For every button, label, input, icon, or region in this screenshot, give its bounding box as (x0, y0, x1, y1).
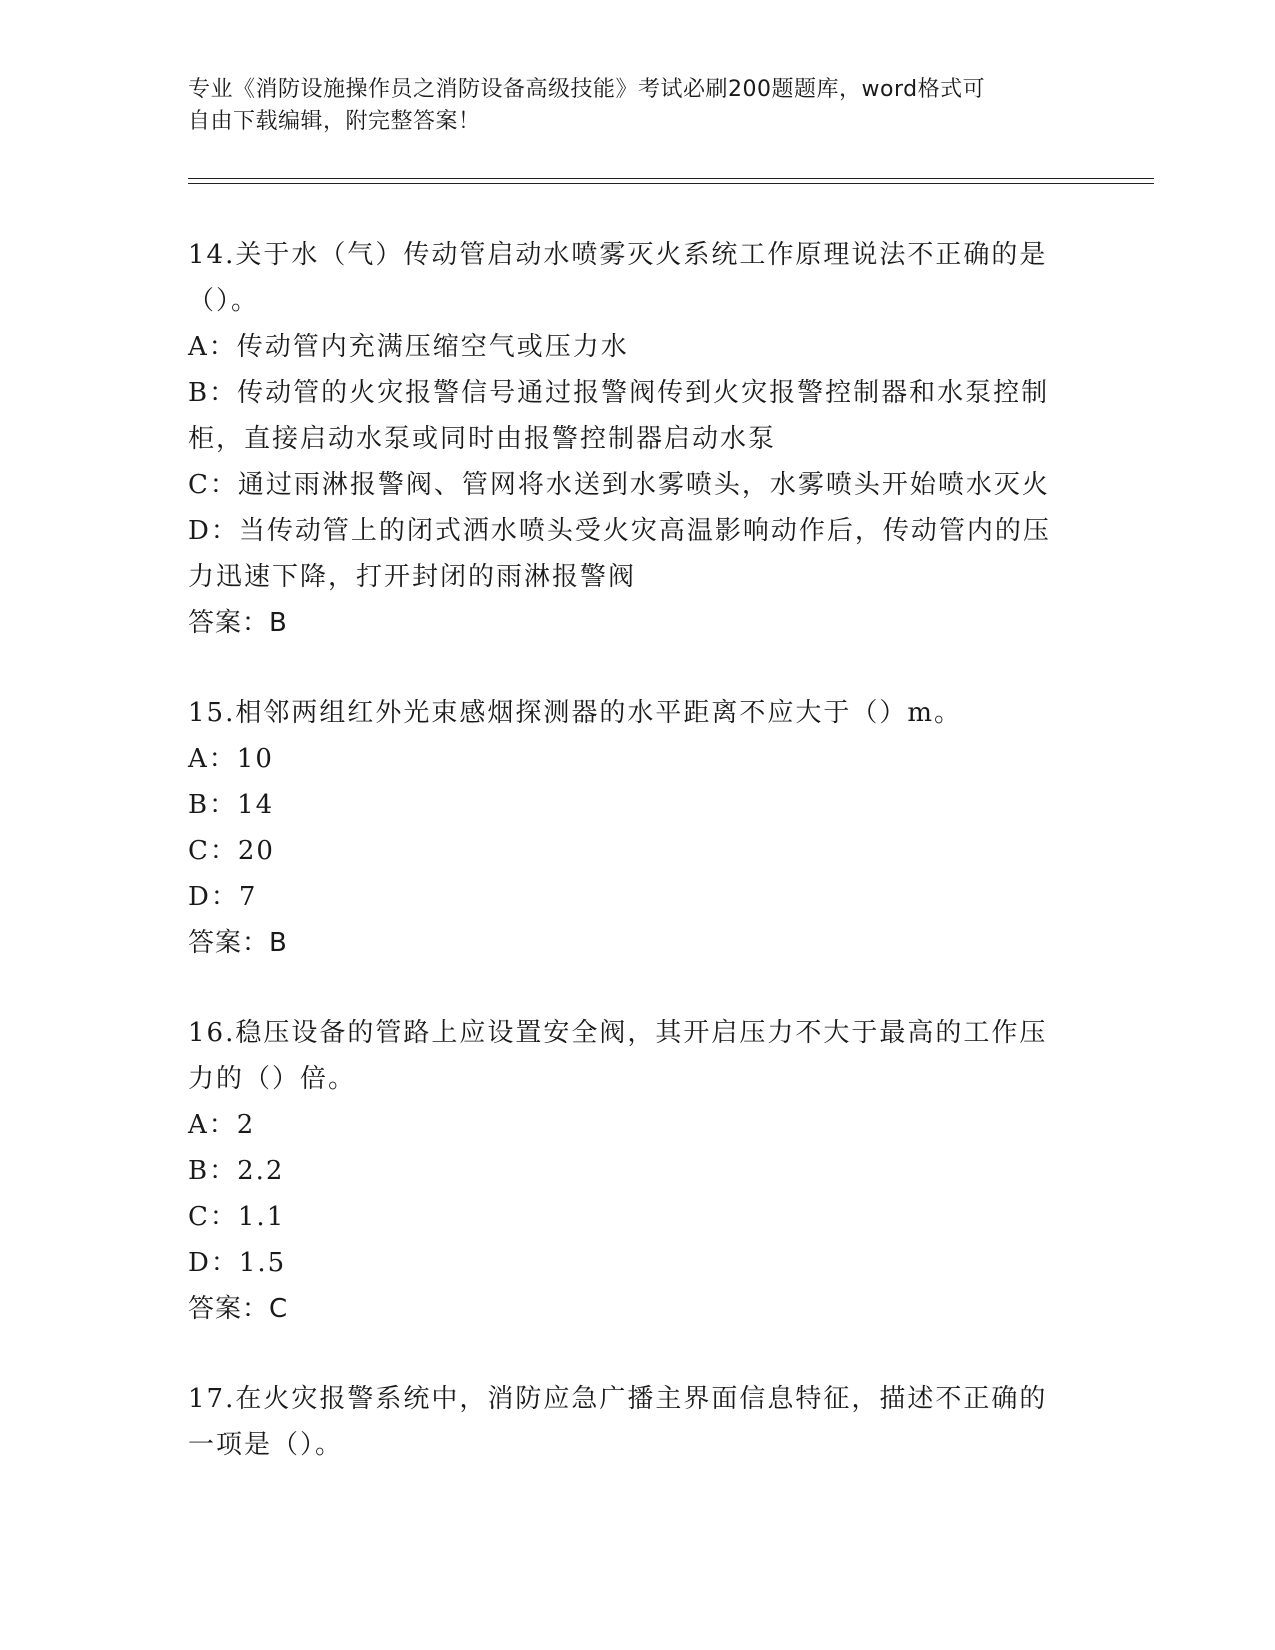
option-b-continued: 柜，直接启动水泵或同时由报警控制器启动水泵 (188, 424, 777, 454)
option-c: C：20 (188, 836, 275, 866)
option-d: D：1.5 (188, 1248, 287, 1278)
spacer (188, 966, 1088, 1010)
option-d-continued: 力迅速下降，打开封闭的雨淋报警阀 (188, 562, 637, 592)
question-16 (188, 1010, 1088, 1332)
question-stem: 15.相邻两组红外光束感烟探测器的水平距离不应大于（）m。 (188, 698, 963, 728)
question-17 (188, 1376, 1088, 1468)
header-divider-bottom (188, 183, 1154, 184)
question-list (188, 232, 1088, 1468)
question-stem-continued: 力的（）倍。 (188, 1064, 357, 1094)
question-stem-continued: （）。 (188, 286, 260, 316)
option-b: B：2.2 (188, 1156, 285, 1186)
question-stem-continued: 一项是（）。 (188, 1430, 344, 1460)
header-line-2: 自由下载编辑，附完整答案！ (188, 109, 481, 134)
option-c: C：1.1 (188, 1202, 286, 1232)
option-a: A：传动管内充满压缩空气或压力水 (188, 332, 629, 362)
question-stem: 14.关于水（气）传动管启动水喷雾灭火系统工作原理说法不正确的是 (188, 240, 1048, 270)
question-15 (188, 690, 1088, 966)
option-c: C：通过雨淋报警阀、管网将水送到水雾喷头，水雾喷头开始喷水灭火 (188, 470, 1050, 500)
option-d: D：7 (188, 882, 258, 912)
answer: 答案：B (188, 608, 288, 638)
question-stem: 16.稳压设备的管路上应设置安全阀，其开启压力不大于最高的工作压 (188, 1018, 1048, 1048)
spacer (188, 646, 1088, 690)
spacer (188, 1332, 1088, 1376)
header-divider-top (188, 178, 1154, 179)
option-b: B：14 (188, 790, 275, 820)
option-a: A：10 (188, 744, 274, 774)
question-14 (188, 232, 1088, 646)
answer: 答案：C (188, 1294, 289, 1324)
option-d: D：当传动管上的闭式洒水喷头受火灾高温影响动作后，传动管内的压 (188, 516, 1051, 546)
header-line-1: 专业《消防设施操作员之消防设备高级技能》考试必刷200题题库，word格式可 (188, 77, 986, 102)
document-header (188, 74, 1088, 138)
question-stem: 17.在火灾报警系统中，消防应急广播主界面信息特征，描述不正确的 (188, 1384, 1048, 1414)
answer: 答案：B (188, 928, 288, 958)
option-b: B：传动管的火灾报警信号通过报警阀传到火灾报警控制器和水泵控制 (188, 378, 1050, 408)
option-a: A：2 (188, 1110, 256, 1140)
